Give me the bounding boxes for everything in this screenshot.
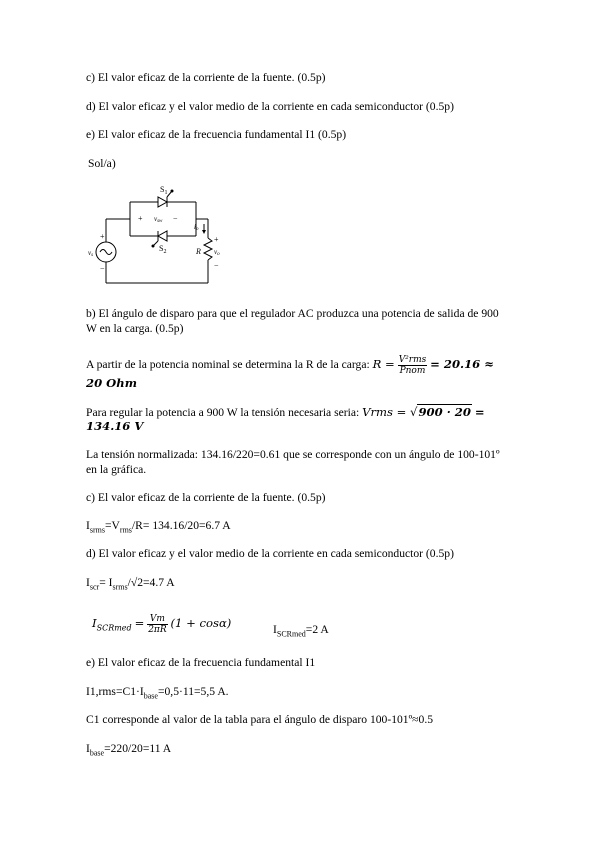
vsw-plus: + xyxy=(138,214,143,223)
question-d-repeat: d) El valor eficaz y el valor medio de la corriente en cada semiconductor (0.5p) xyxy=(86,547,454,560)
voltage-calc: Para regular la potencia a 900 W la tensión necesaria seria: Vrms = √900 · 20 = xyxy=(86,405,485,419)
normalized-voltage: La tensión normalizada: 134.16/220=0.61 que se corresponde con un ángulo de 100-101º en la gráfica. xyxy=(86,448,500,476)
c1-explanation: C1 corresponde al valor de la tabla para el ángulo de disparo 100-101º≈0.5 xyxy=(86,713,434,726)
question-d: d) El valor eficaz y el valor medio de la corriente en cada semiconductor (0.5p) xyxy=(86,100,454,113)
question-b: b) El ángulo de disparo para que el regulador AC produzca una potencia de salida de 900 W en la carga. (0.5p) xyxy=(86,307,499,335)
source-current-result: $I_{srms}=V_{rms}/R= 134.16/20=6.7$ A xyxy=(86,519,231,535)
resistor-label: R xyxy=(196,247,201,256)
scr1-label: $S_1$ xyxy=(160,185,168,196)
vsw-label: vsw xyxy=(154,215,163,224)
io-label: io xyxy=(194,223,199,232)
vsw-minus: − xyxy=(173,214,178,223)
vs-minus: − xyxy=(100,264,105,273)
scr-mean-formula: $I_{SCRmed}$ = $\frac{Vm}{2\pi R}$ (1 + cosα) xyxy=(92,614,232,635)
fundamental-current-result: $I1,rms=C1\cdot I_{base}=0,5\cdot 11=5,5$ A. xyxy=(86,685,229,701)
scr-rms-current: $I_{scr}= I_{srms}/√2=4.7$ A xyxy=(86,576,175,592)
solution-a-label: Sol/a) xyxy=(88,157,116,170)
vo-label: vo xyxy=(214,248,220,257)
question-c: c) El valor eficaz de la corriente de la fuente. (0.5p) xyxy=(86,71,326,84)
scr2-label: $S_2$ xyxy=(159,244,167,255)
question-e-repeat: e) El valor eficaz de la frecuencia fundamental I1 xyxy=(86,656,316,669)
voltage-result: 134.16 V xyxy=(86,419,144,433)
vo-minus: − xyxy=(214,261,219,270)
ac-regulator-circuit-diagram xyxy=(86,180,226,290)
vs-label: vs xyxy=(88,249,94,258)
base-current-result: $I_{base}=220/20=11$ A xyxy=(86,742,172,758)
vs-plus: + xyxy=(100,232,105,241)
vo-plus: + xyxy=(214,235,219,244)
question-c-repeat: c) El valor eficaz de la corriente de la fuente. (0.5p) xyxy=(86,491,326,504)
question-e: e) El valor eficaz de la frecuencia fundamental I1 (0.5p) xyxy=(86,128,347,141)
scr-mean-value: $I_{SCRmed}=2$ A xyxy=(273,623,329,639)
resistance-result: 20 Ohm xyxy=(86,376,137,390)
resistance-calc: A partir de la potencia nominal se determina la R de la carga: R = $\frac{\text{V²rms}}{\text{Pnom}}$ = 20.16 ≈ xyxy=(86,355,494,376)
